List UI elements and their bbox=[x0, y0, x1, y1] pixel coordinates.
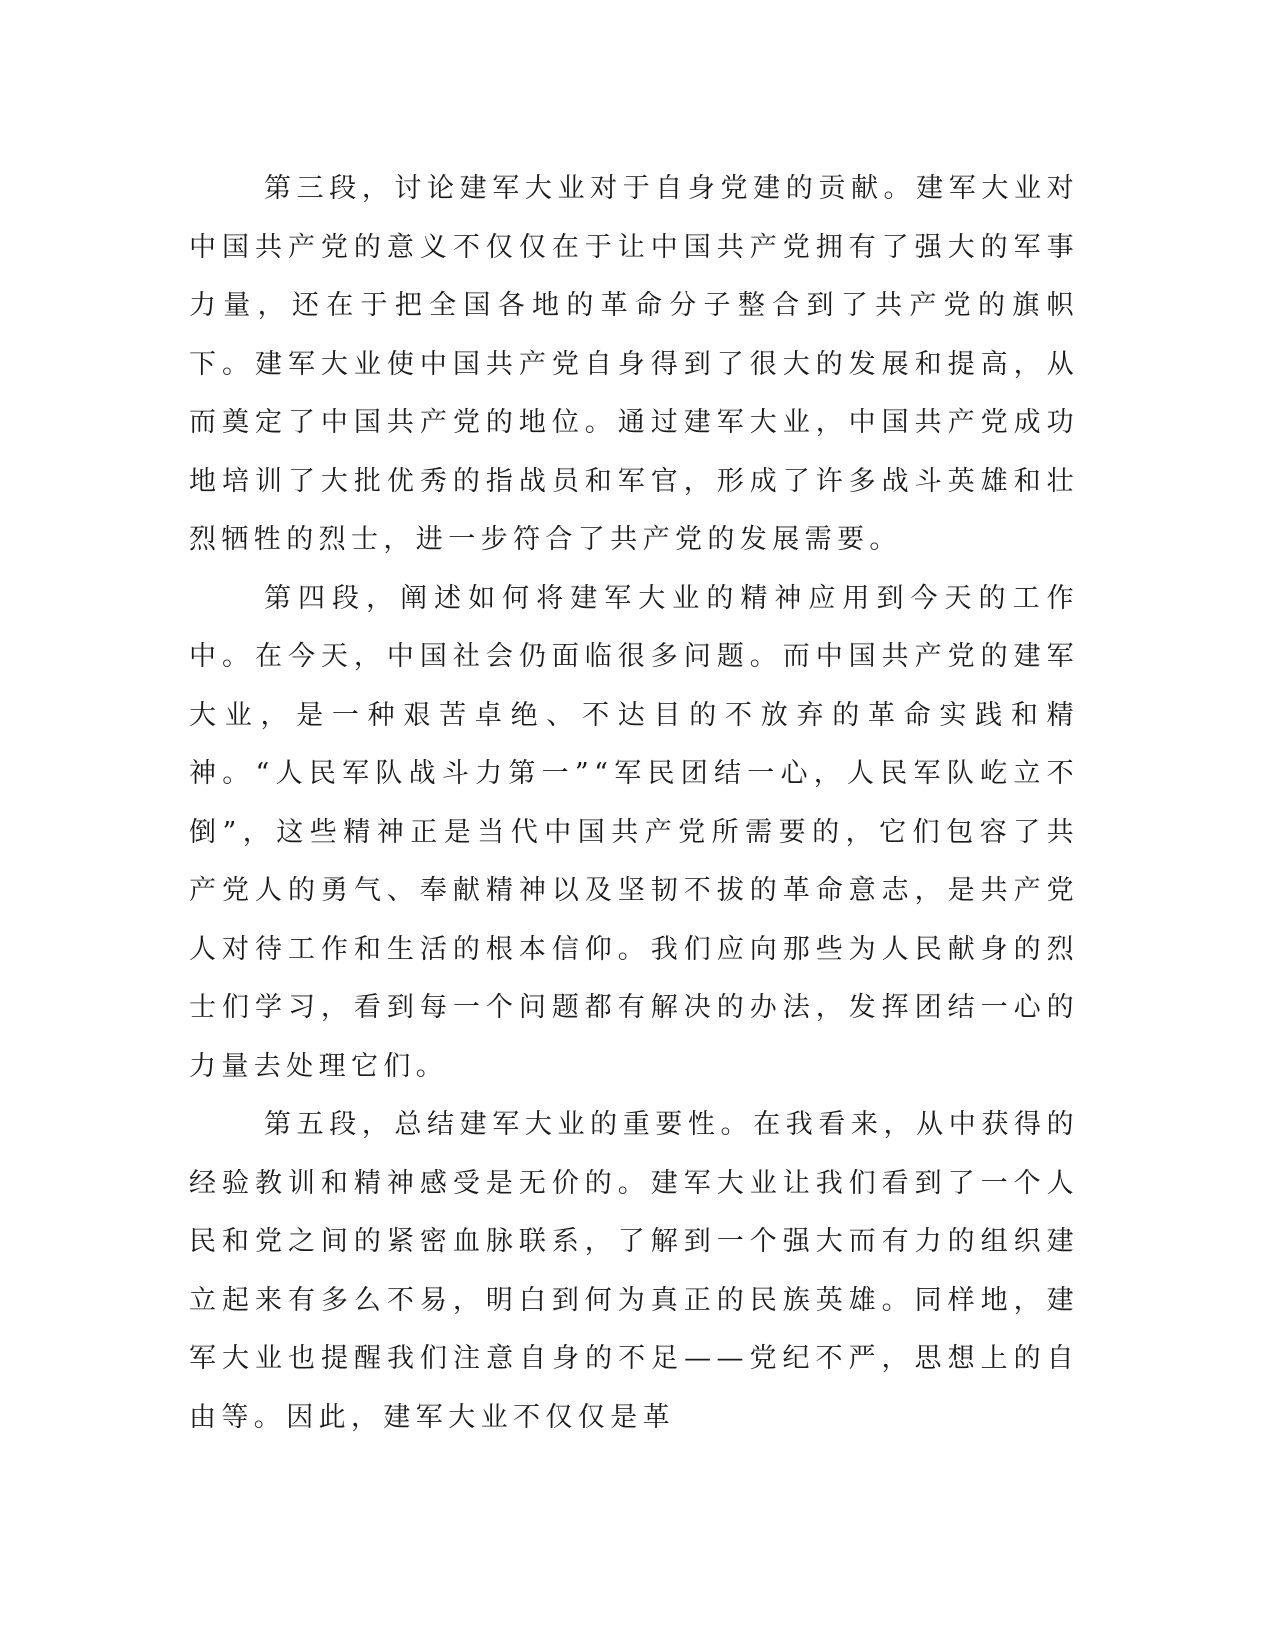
paragraph-3: 第三段，讨论建军大业对于自身党建的贡献。建军大业对中国共产党的意义不仅仅在于让中国共产党拥有了强大的军事力量，还在于把全国各地的革命分子整合到了共产党的旗帜下。建军大业使中国共产党自身得到了很大的发展和提高，从而奠定了中国共产党的地位。通过建军大业，中国共产党成功地培训了大批优秀的指战员和军官，形成了许多战斗英雄和壮烈牺牲的烈士，进一步符合了共产党的发展需要。 bbox=[189, 173, 1079, 555]
paragraph-5: 第五段，总结建军大业的重要性。在我看来，从中获得的经验教训和精神感受是无价的。建军大业让我们看到了一个人民和党之间的紧密血脉联系，了解到一个强大而有力的组织建立起来有多么不易，明白到何为真正的民族英雄。同样地，建军大业也提醒我们注意自身的不足——党纪不严，思想上的自由等。因此，建军大业不仅仅是革 bbox=[189, 1109, 1079, 1433]
document-body bbox=[189, 160, 1079, 1447]
paragraph-4: 第四段，阐述如何将建军大业的精神应用到今天的工作中。在今天，中国社会仍面临很多问题。而中国共产党的建军大业，是一种艰苦卓绝、不达目的不放弃的革命实践和精神。“人民军队战斗力第一”“军民团结一心，人民军队屹立不倒”，这些精神正是当代中国共产党所需要的，它们包容了共产党人的勇气、奉献精神以及坚韧不拔的革命意志，是共产党人对待工作和生活的根本信仰。我们应向那些为人民献身的烈士们学习，看到每一个问题都有解决的办法，发挥团结一心的力量去处理它们。 bbox=[189, 582, 1079, 1082]
